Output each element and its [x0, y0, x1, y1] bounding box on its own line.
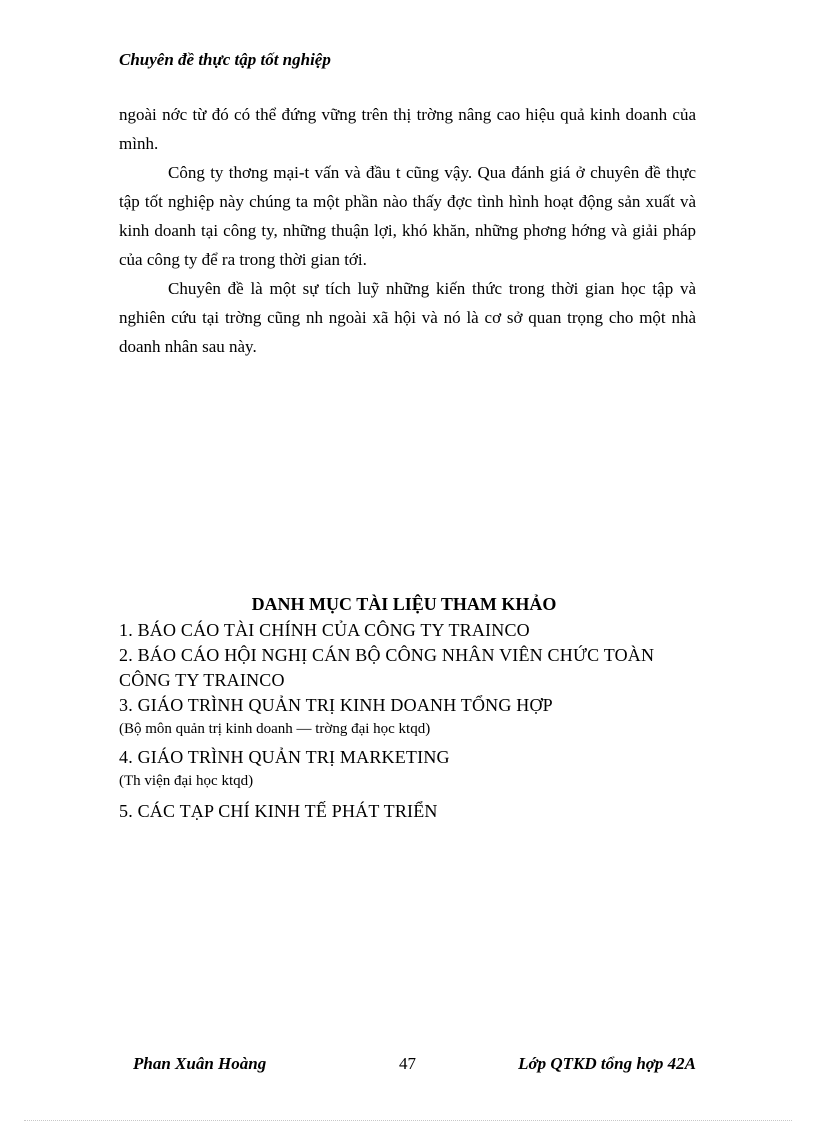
reference-item: 2. BÁO CÁO HỘI NGHỊ CÁN BỘ CÔNG NHÂN VIÊN CHỨC TOÀN CÔNG TY TRAINCO [119, 645, 655, 690]
page-header-title: Chuyên đề thực tập tốt nghiệp [119, 50, 331, 69]
paragraph: Công ty thơng mại-t vấn và đầu t cũng vậy. Qua đánh giá ở chuyên đề thực tập tốt nghiệp này chúng ta một phần nào thấy đợc tình hình hoạt động sản xuất và kinh doanh tại công ty, những thuận lợi, khó khăn, những phơng hớng và giải pháp của công ty để ra trong thời gian tới. [119, 163, 696, 269]
reference-item: 4. GIÁO TRÌNH QUẢN TRỊ MARKETING [119, 747, 450, 767]
page-number: 47 [399, 1054, 416, 1073]
page-bottom-edge [24, 1120, 792, 1121]
reference-item: 3. GIÁO TRÌNH QUẢN TRỊ KINH DOANH TỔNG HỢP [119, 695, 553, 715]
reference-note: (Bộ môn quản trị kinh doanh — trờng đại học ktqd) [119, 721, 431, 737]
references-section [119, 590, 709, 824]
footer-author: Phan Xuân Hoàng [133, 1054, 267, 1073]
reference-item: 5. CÁC TẠP CHÍ KINH TẾ PHÁT TRIỂN [119, 801, 438, 821]
body-text [119, 100, 696, 361]
references-title: DANH MỤC TÀI LIỆU THAM KHẢO [251, 594, 557, 614]
reference-item: 1. BÁO CÁO TÀI CHÍNH CỦA CÔNG TY TRAINCO [119, 620, 530, 640]
paragraph: ngoài nớc từ đó có thể đứng vững trên thị trờng nâng cao hiệu quả kinh doanh của mình. [119, 105, 696, 153]
paragraph: Chuyên đề là một sự tích luỹ những kiến thức trong thời gian học tập và nghiên cứu tại trờng cũng nh ngoài xã hội và nó là cơ sở quan trọng cho một nhà doanh nhân sau này. [119, 279, 696, 356]
footer-class-name: Lớp QTKD tổng hợp 42A [518, 1054, 696, 1073]
reference-note: (Th viện đại học ktqd) [119, 773, 254, 789]
